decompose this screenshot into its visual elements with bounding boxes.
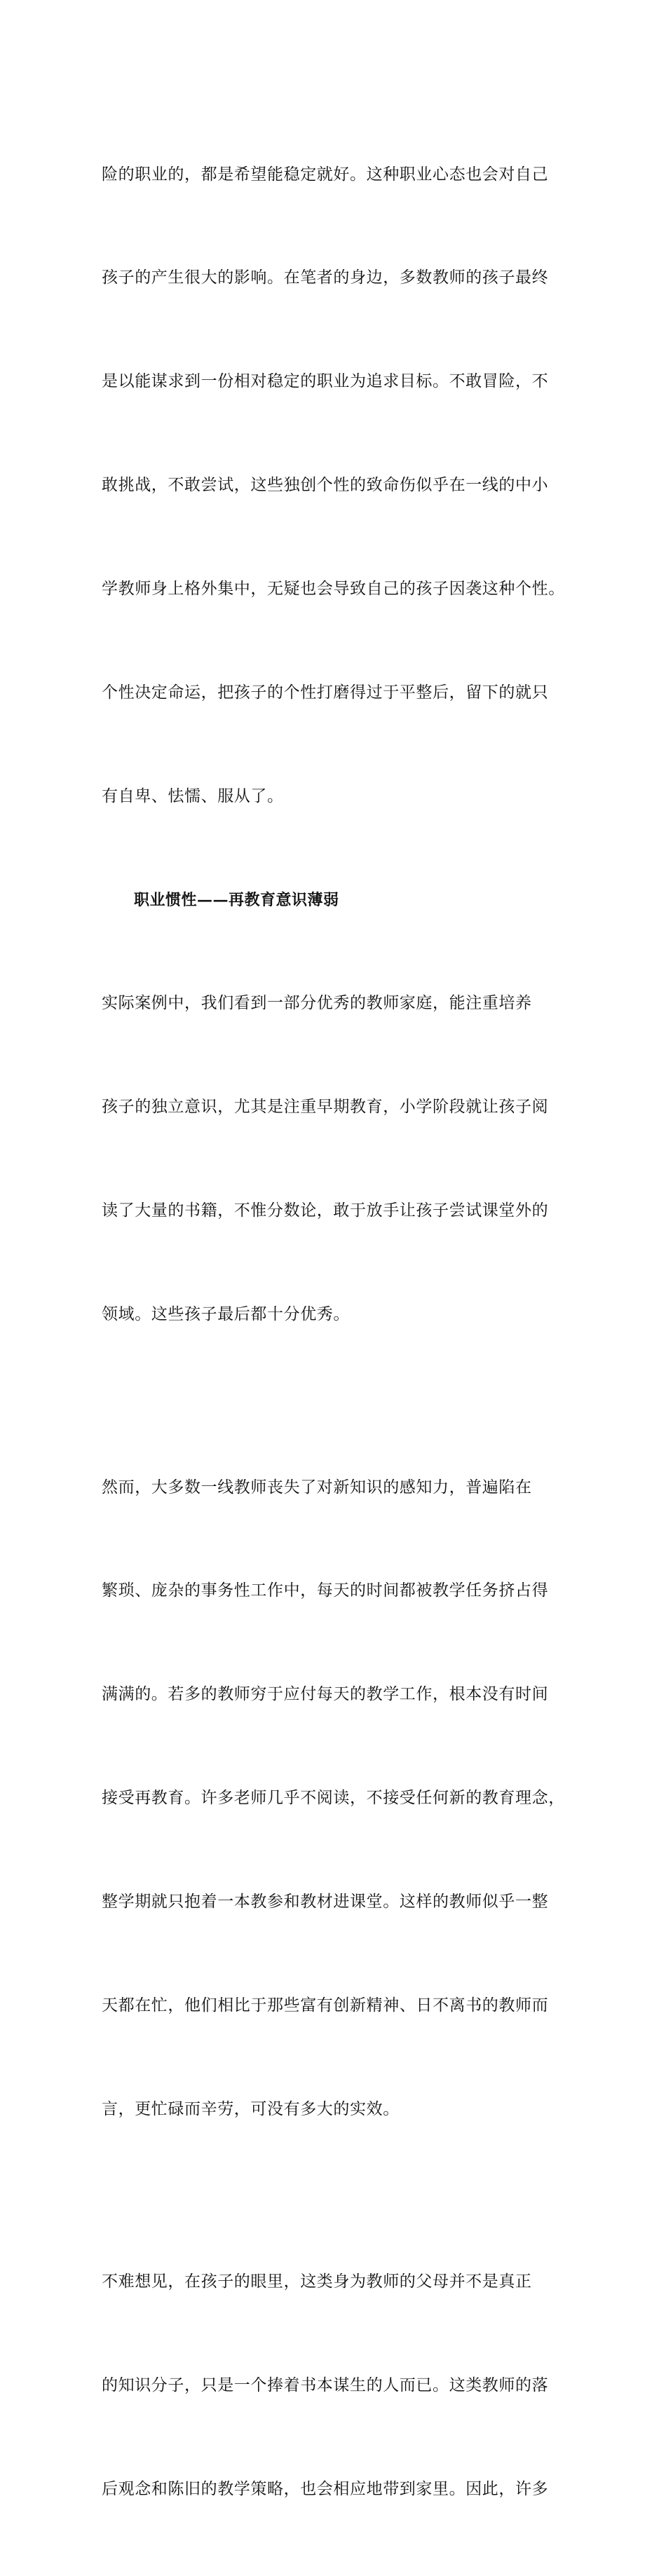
text-line: 后观念和陈旧的教学策略，也会相应地带到家里。因此，许多 bbox=[102, 2480, 549, 2499]
document-body bbox=[102, 88, 571, 2576]
paragraph-3 bbox=[102, 1401, 571, 2196]
text-line: 是以能谋求到一份相对稳定的职业为追求目标。不敢冒险，不 bbox=[102, 372, 549, 391]
paragraph-2 bbox=[102, 918, 571, 1401]
text-line: 满满的。若多的教师穷于应付每天的教学工作，根本没有时间 bbox=[102, 1685, 549, 1704]
text-line: 的知识分子，只是一个捧着书本谋生的人而已。这类教师的落 bbox=[102, 2376, 549, 2395]
paragraph-1 bbox=[102, 88, 571, 883]
text-line: 不难想见，在孩子的眼里，这类身为教师的父母并不是真正 bbox=[102, 2272, 532, 2291]
text-line: 个性决定命运，把孩子的个性打磨得过于平整后，留下的就只 bbox=[102, 683, 549, 702]
text-line: 险的职业的，都是希望能稳定就好。这种职业心态也会对自己 bbox=[102, 165, 549, 184]
paragraph-4 bbox=[102, 2196, 571, 2576]
text-line: 实际案例中，我们看到一部分优秀的教师家庭，能注重培养 bbox=[102, 994, 532, 1013]
text-line: 繁琐、庞杂的事务性工作中，每天的时间都被教学任务挤占得 bbox=[102, 1581, 549, 1600]
text-line: 整学期就只抱着一本教参和教材进课堂。这样的教师似乎一整 bbox=[102, 1893, 549, 1911]
text-line: 学教师身上格外集中，无疑也会导致自己的孩子因袭这种个性。 bbox=[102, 580, 565, 599]
text-line: 孩子的独立意识，尤其是注重早期教育，小学阶段就让孩子阅 bbox=[102, 1098, 549, 1117]
text-line: 有自卑、怯懦、服从了。 bbox=[102, 786, 284, 805]
section-heading: 职业惯性——再教育意识薄弱 bbox=[134, 890, 339, 909]
text-line: 孩子的产生很大的影响。在笔者的身边，多数教师的孩子最终 bbox=[102, 268, 549, 287]
text-line: 领域。这些孩子最后都十分优秀。 bbox=[102, 1305, 350, 1324]
text-line: 读了大量的书籍，不惟分数论，敢于放手让孩子尝试课堂外的 bbox=[102, 1201, 549, 1220]
text-line: 敢挑战，不敢尝试，这些独创个性的致命伤似乎在一线的中小 bbox=[102, 476, 549, 495]
text-line: 接受再教育。许多老师几乎不阅读，不接受任何新的教育理念， bbox=[102, 1789, 565, 1808]
text-line: 言，更忙碌而辛劳，可没有多大的实效。 bbox=[102, 2099, 400, 2118]
text-line: 天都在忙，他们相比于那些富有创新精神、日不离书的教师而 bbox=[102, 1996, 549, 2015]
text-line: 然而，大多数一线教师丧失了对新知识的感知力，普遍陷在 bbox=[102, 1478, 532, 1497]
